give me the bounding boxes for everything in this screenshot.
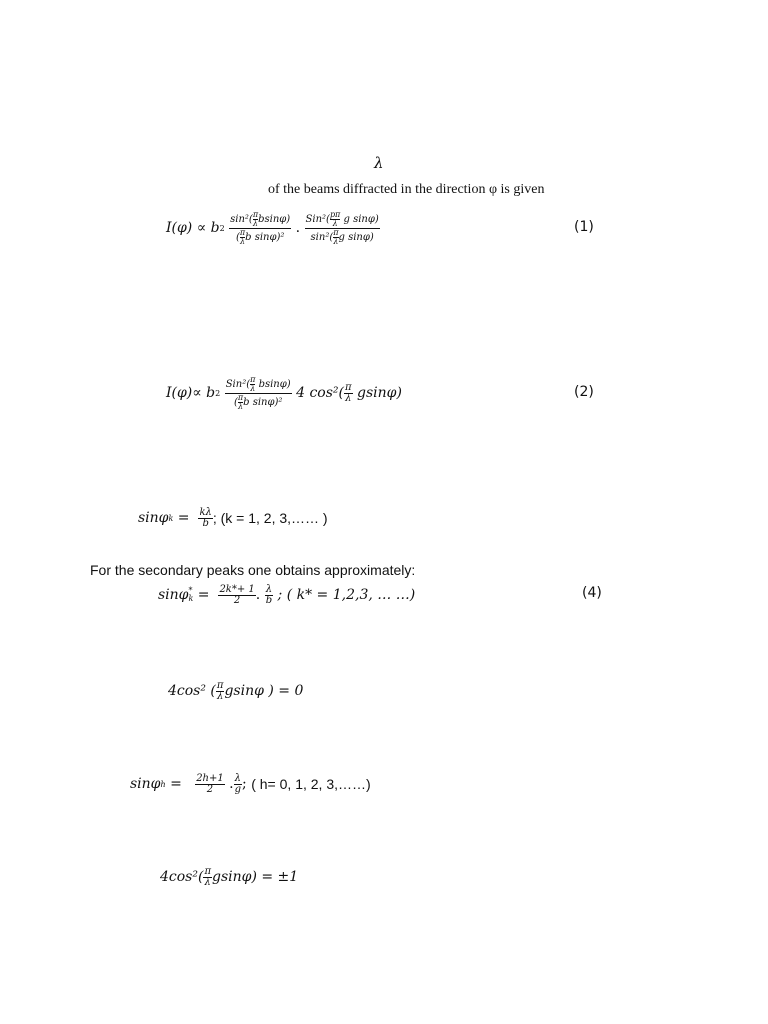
eq6-fraction-2 [234, 774, 242, 795]
eq5-fraction [216, 681, 225, 702]
eq1-fraction-1 [229, 211, 291, 246]
eq6-cond: ( h= 0, 1, 2, 3,……) [251, 776, 371, 792]
eq2-numb: bsinφ) [258, 378, 291, 390]
equation-7 [160, 860, 298, 894]
eq2-lhs: I(φ)∝ b [166, 385, 216, 401]
eq6-sub: h [160, 779, 166, 789]
eq1-num1: sin²( [230, 213, 253, 225]
equation-1: I(φ) ∝ b 2 sin²( $\frac{\pi}{\lambda}$ bsinφ) ( $\frac{\pi}{\lambda}$ b sinφ)² . Sin²( $\frac{p\pi}{\lambda}$ g sinφ) sin²( $\frac{\pi}{\lambda}$ g sinφ) [166, 209, 379, 246]
lambda-symbol: λ [374, 154, 384, 172]
eq4-den: 2 [233, 594, 241, 606]
eq6-den: 2 [206, 783, 214, 795]
pi-num: π [250, 374, 256, 384]
eq2-fraction [225, 376, 292, 411]
eq4-eq: = [197, 587, 210, 603]
eq4-num2: λ [265, 583, 273, 595]
eq4-cond: ; ( k* = 1,2,3, … …) [277, 587, 416, 603]
eq5-pre: 4cos² ( [168, 683, 216, 699]
equation-3 [138, 500, 328, 536]
eq3-num: kλ [199, 506, 212, 518]
pi-den: λ [252, 218, 258, 228]
eq7-pre: 4cos²( [160, 869, 204, 885]
eq3-eq: = [177, 510, 190, 526]
secondary-peaks-text: For the secondary peaks one obtains approximately: [90, 562, 416, 578]
equation-4: sinφ * k = $\frac{2k*+ 1}{2}$ . $\frac{\lambda}{b}$ ; ( k* = 1,2,3, … …) [158, 583, 416, 606]
pi-den: λ [345, 392, 352, 404]
eq3-lhs: sinφ [138, 510, 169, 526]
pi-den: λ [333, 236, 339, 246]
eq6-den2: g [234, 783, 242, 795]
pi-den: λ [250, 383, 256, 393]
eq1-num2: Sin²( [305, 213, 330, 225]
eq7-fraction [203, 867, 212, 888]
ppi-num: pπ [329, 209, 341, 219]
equation-5 [168, 674, 303, 708]
eq6-eq: = [170, 776, 182, 792]
eq3-cond: ; (k = 1, 2, 3,…… ) [212, 510, 328, 526]
pi-num: π [252, 209, 259, 219]
eq6-num: 2h+1 [196, 772, 224, 784]
pi-den: λ [217, 690, 224, 702]
eq2-rhs-fraction [344, 383, 353, 404]
eq1-den1: ( [235, 231, 240, 243]
eq7-post: gsinφ) = ±1 [212, 869, 299, 885]
eq1-den1b: b sinφ)² [245, 231, 285, 243]
eq1-num1b: bsinφ) [258, 213, 291, 225]
equation-number-4: (4) [582, 585, 602, 601]
intro-line: of the beams diffracted in the direction φ is given [268, 182, 545, 197]
eq2-num: Sin²( [225, 378, 251, 390]
eq2-rhs: 4 cos²( [296, 385, 344, 401]
eq3-den: b [202, 517, 209, 529]
pi-den: λ [239, 236, 246, 246]
pi-num: π [333, 227, 339, 237]
pi-den: λ [237, 401, 244, 411]
eq2-den: ( [233, 396, 238, 408]
eq6-lhs: sinφ [130, 776, 161, 792]
eq4-sup: * [188, 586, 193, 595]
eq1-den2b: g sinφ) [338, 231, 374, 243]
eq4-den2: b [265, 594, 273, 606]
eq1-fraction-2 [305, 211, 380, 246]
pi-den: λ [204, 876, 211, 888]
eq6-num2: λ [234, 772, 242, 784]
eq5-post: gsinφ ) = 0 [224, 683, 304, 699]
eq3-sub: k [168, 513, 174, 523]
eq4-lhs: sinφ [158, 587, 189, 603]
pi-num: π [216, 679, 224, 691]
eq6-fraction-1 [195, 774, 225, 795]
pi-num: π [239, 227, 246, 237]
eq1-den2: sin²( [310, 231, 334, 243]
eq3-fraction [198, 508, 212, 529]
eq4-num: 2k*+ 1 [219, 583, 255, 595]
ppi-den: λ [332, 218, 338, 228]
eq1-num2b: g sinφ) [343, 213, 379, 225]
equation-6: sinφ h = $\frac{2h+1}{2}$ . $\frac{\lambda}{g}$ ; ( h= 0, 1, 2, 3,……) [130, 772, 371, 795]
equation-number-2: (2) [574, 384, 594, 400]
pi-num: π [237, 392, 244, 402]
pi-num: π [204, 865, 212, 877]
equation-number-1: (1) [574, 219, 594, 235]
eq4-fraction-2 [265, 585, 273, 606]
eq2-rhsb: gsinφ) [357, 385, 402, 401]
eq4-fraction-1 [218, 585, 255, 606]
pi-num: π [344, 381, 352, 393]
equation-2: I(φ)∝ b 2 Sin²( $\frac{\pi}{\lambda}$ bsinφ) ( $\frac{\pi}{\lambda}$ b sinφ)² 4 cos²( $\frac{\pi}{\lambda}$ gsinφ) [166, 374, 402, 411]
eq1-lhs: I(φ) ∝ b [166, 220, 220, 236]
eq2-denb: b sinφ)² [243, 396, 283, 408]
eq4-sub: k [188, 594, 194, 603]
